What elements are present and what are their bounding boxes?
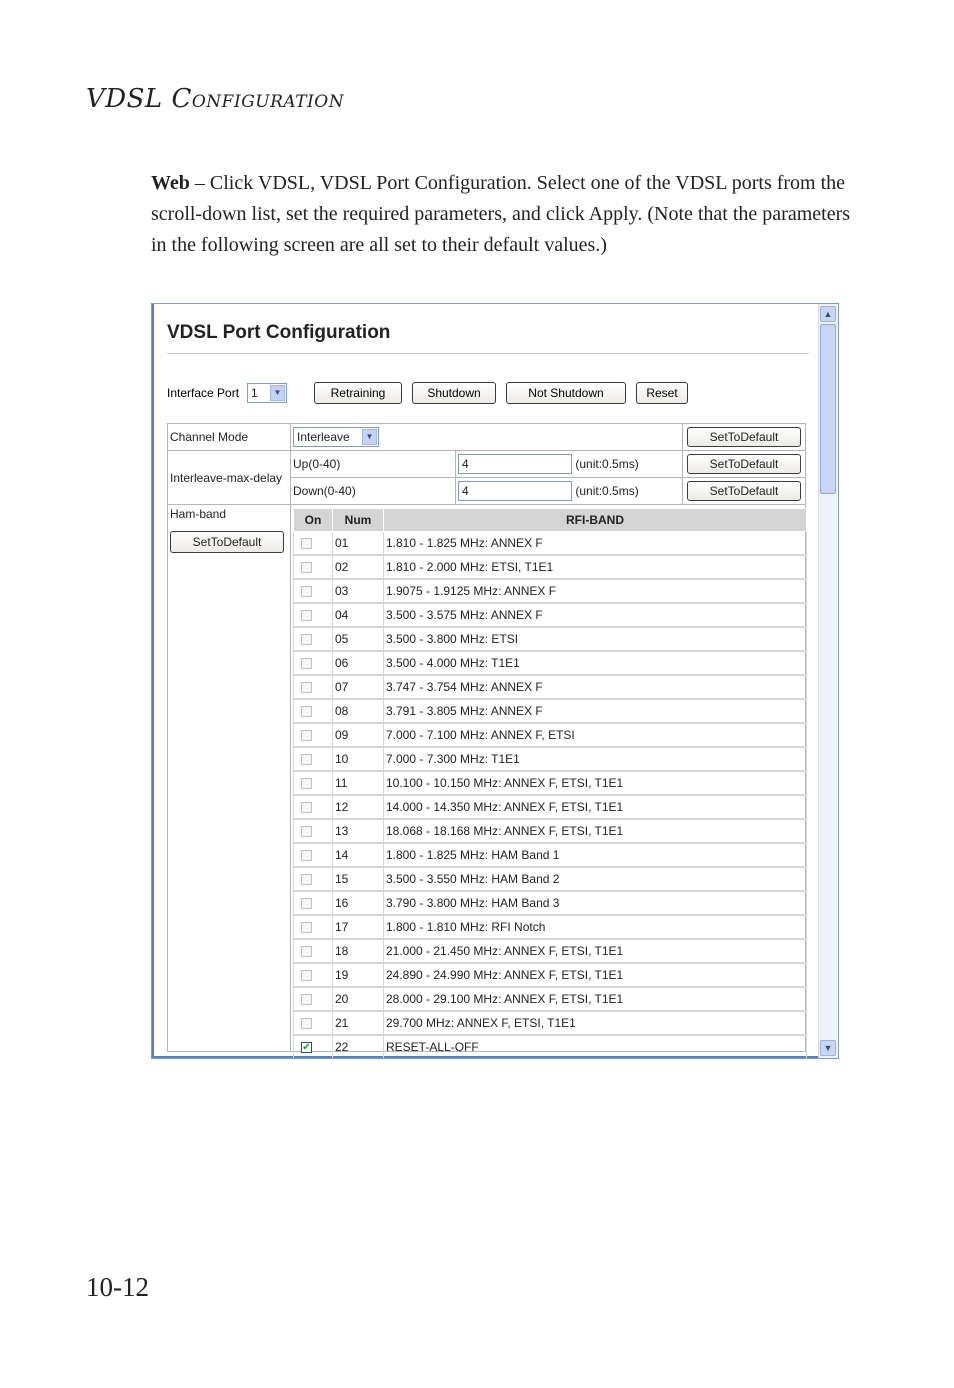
- band-num: 01: [333, 532, 384, 556]
- up-set-default-button[interactable]: SetToDefault: [687, 454, 801, 474]
- up-input-cell: [456, 451, 683, 478]
- table-row: [294, 795, 807, 819]
- band-num: 05: [333, 627, 384, 651]
- header-num: Num: [333, 509, 384, 532]
- table-row: [294, 867, 807, 891]
- channel-mode-set-default-button[interactable]: SetToDefault: [687, 427, 801, 447]
- table-row: [294, 579, 807, 603]
- band-on-cell: [294, 1035, 333, 1059]
- band-on-cell: [294, 1011, 333, 1035]
- ham-band-set-default-button[interactable]: SetToDefault: [170, 531, 284, 553]
- running-header-c: C: [171, 84, 192, 114]
- down-default-cell: [683, 478, 806, 505]
- band-on-cell: [294, 771, 333, 795]
- running-header: [86, 84, 344, 114]
- table-row: [294, 939, 807, 963]
- band-range: 7.000 - 7.300 MHz: T1E1: [384, 747, 807, 771]
- channel-mode-label: Channel Mode: [168, 424, 291, 451]
- interleave-up-row: [168, 451, 806, 478]
- band-range: 21.000 - 21.450 MHz: ANNEX F, ETSI, T1E1: [384, 939, 807, 963]
- channel-mode-select[interactable]: [293, 427, 379, 447]
- band-checkbox[interactable]: [301, 562, 312, 573]
- band-range: 1.810 - 2.000 MHz: ETSI, T1E1: [384, 555, 807, 579]
- band-checkbox[interactable]: [301, 682, 312, 693]
- band-num: 19: [333, 963, 384, 987]
- band-range: 1.810 - 1.825 MHz: ANNEX F: [384, 532, 807, 556]
- interleave-label: Interleave-max-delay: [168, 451, 291, 505]
- band-checkbox[interactable]: [301, 754, 312, 765]
- scroll-up-icon[interactable]: ▲: [820, 306, 836, 322]
- band-checkbox[interactable]: [301, 778, 312, 789]
- band-on-cell: [294, 867, 333, 891]
- table-row: [294, 555, 807, 579]
- band-range: 14.000 - 14.350 MHz: ANNEX F, ETSI, T1E1: [384, 795, 807, 819]
- band-num: 22: [333, 1035, 384, 1059]
- channel-mode-value: Interleave: [297, 430, 350, 444]
- shutdown-button[interactable]: Shutdown: [412, 382, 496, 404]
- ham-band-rows: [294, 532, 807, 1060]
- title-divider: [167, 353, 809, 354]
- band-on-cell: [294, 939, 333, 963]
- band-on-cell: [294, 651, 333, 675]
- band-range: 10.100 - 10.150 MHz: ANNEX F, ETSI, T1E1: [384, 771, 807, 795]
- interface-port-select[interactable]: [247, 383, 287, 403]
- down-input[interactable]: 4: [458, 481, 572, 501]
- band-checkbox[interactable]: [301, 802, 312, 813]
- band-range: 28.000 - 29.100 MHz: ANNEX F, ETSI, T1E1: [384, 987, 807, 1011]
- band-on-cell: [294, 532, 333, 556]
- channel-mode-default-cell: [683, 424, 806, 451]
- ham-band-table: [293, 508, 807, 1059]
- band-range: 1.9075 - 1.9125 MHz: ANNEX F: [384, 579, 807, 603]
- band-range: 3.500 - 3.550 MHz: HAM Band 2: [384, 867, 807, 891]
- band-checkbox[interactable]: [301, 658, 312, 669]
- table-row: [294, 747, 807, 771]
- band-num: 02: [333, 555, 384, 579]
- band-num: 06: [333, 651, 384, 675]
- band-on-cell: [294, 555, 333, 579]
- band-num: 13: [333, 819, 384, 843]
- band-checkbox[interactable]: [301, 994, 312, 1005]
- band-num: 20: [333, 987, 384, 1011]
- band-on-cell: [294, 579, 333, 603]
- down-set-default-button[interactable]: SetToDefault: [687, 481, 801, 501]
- band-range: 3.791 - 3.805 MHz: ANNEX F: [384, 699, 807, 723]
- up-input[interactable]: 4: [458, 454, 572, 474]
- band-on-cell: [294, 699, 333, 723]
- table-row: [294, 771, 807, 795]
- band-range: 3.790 - 3.800 MHz: HAM Band 3: [384, 891, 807, 915]
- band-range: 24.890 - 24.990 MHz: ANNEX F, ETSI, T1E1: [384, 963, 807, 987]
- table-row: [294, 987, 807, 1011]
- band-num: 12: [333, 795, 384, 819]
- table-row: [294, 603, 807, 627]
- table-row: [294, 1035, 807, 1059]
- band-checkbox[interactable]: [301, 706, 312, 717]
- band-on-cell: [294, 675, 333, 699]
- channel-mode-cell: [291, 424, 683, 451]
- table-row: [294, 843, 807, 867]
- band-checkbox[interactable]: [301, 946, 312, 957]
- band-on-cell: [294, 747, 333, 771]
- band-range: 18.068 - 18.168 MHz: ANNEX F, ETSI, T1E1: [384, 819, 807, 843]
- band-on-cell: [294, 819, 333, 843]
- band-range: 3.500 - 4.000 MHz: T1E1: [384, 651, 807, 675]
- band-range: 3.500 - 3.800 MHz: ETSI: [384, 627, 807, 651]
- band-num: 07: [333, 675, 384, 699]
- band-range: 29.700 MHz: ANNEX F, ETSI, T1E1: [384, 1011, 807, 1035]
- band-checkbox[interactable]: [301, 634, 312, 645]
- header-on: On: [294, 509, 333, 532]
- chevron-down-icon[interactable]: ▼: [362, 429, 377, 445]
- band-on-cell: [294, 891, 333, 915]
- band-num: 03: [333, 579, 384, 603]
- chevron-down-icon[interactable]: ▼: [270, 385, 285, 401]
- up-default-cell: [683, 451, 806, 478]
- band-checkbox[interactable]: [301, 922, 312, 933]
- band-on-cell: [294, 987, 333, 1011]
- header-rfi-band: RFI-BAND: [384, 509, 807, 532]
- channel-mode-row: [168, 424, 806, 451]
- up-unit: (unit:0.5ms): [575, 457, 639, 471]
- page-title: VDSL Port Configuration: [167, 322, 391, 343]
- down-input-cell: [456, 478, 683, 505]
- band-num: 18: [333, 939, 384, 963]
- band-on-cell: [294, 915, 333, 939]
- band-on-cell: [294, 603, 333, 627]
- table-row: [294, 723, 807, 747]
- band-num: 16: [333, 891, 384, 915]
- band-checkbox[interactable]: ✔: [302, 1042, 311, 1054]
- page-number: 10-12: [86, 1272, 149, 1302]
- band-on-cell: [294, 723, 333, 747]
- band-range: 3.500 - 3.575 MHz: ANNEX F: [384, 603, 807, 627]
- band-checkbox[interactable]: [301, 874, 312, 885]
- band-checkbox[interactable]: [301, 970, 312, 981]
- band-on-cell: [294, 795, 333, 819]
- band-num: 21: [333, 1011, 384, 1035]
- band-range: 7.000 - 7.100 MHz: ANNEX F, ETSI: [384, 723, 807, 747]
- intro-web-label: Web: [151, 172, 190, 194]
- band-num: 11: [333, 771, 384, 795]
- band-num: 09: [333, 723, 384, 747]
- band-checkbox[interactable]: [301, 538, 312, 549]
- running-header-rest: ONFIGURATION: [191, 92, 345, 112]
- intro-text: – Click VDSL, VDSL Port Configuration. Select one of the VDSL ports from the scroll-down list, set the required parameters, and click Apply. (Note that the parameters in the following screen are all set to their default values.): [151, 172, 851, 256]
- up-label: Up(0-40): [291, 451, 456, 478]
- band-num: 17: [333, 915, 384, 939]
- band-checkbox[interactable]: [301, 826, 312, 837]
- screenshot-frame: [151, 303, 839, 1059]
- band-checkbox[interactable]: [301, 850, 312, 861]
- interface-port-value: 1: [251, 386, 258, 400]
- band-checkbox[interactable]: [301, 610, 312, 621]
- reset-button[interactable]: Reset: [636, 382, 688, 404]
- table-row: [294, 1011, 807, 1035]
- table-row: [294, 627, 807, 651]
- table-row: [294, 963, 807, 987]
- table-row: [294, 699, 807, 723]
- band-range: 1.800 - 1.825 MHz: HAM Band 1: [384, 843, 807, 867]
- band-range: 1.800 - 1.810 MHz: RFI Notch: [384, 915, 807, 939]
- intro-paragraph: [151, 168, 851, 261]
- table-row: [294, 532, 807, 556]
- down-label: Down(0-40): [291, 478, 456, 505]
- table-row: [294, 651, 807, 675]
- not-shutdown-button[interactable]: Not Shutdown: [506, 382, 626, 404]
- interface-port-label: Interface Port: [167, 386, 240, 400]
- table-row: [294, 675, 807, 699]
- band-num: 15: [333, 867, 384, 891]
- down-unit: (unit:0.5ms): [575, 484, 639, 498]
- band-checkbox[interactable]: [301, 1018, 312, 1029]
- band-checkbox[interactable]: [301, 898, 312, 909]
- table-row: [294, 891, 807, 915]
- band-on-cell: [294, 627, 333, 651]
- vertical-scrollbar[interactable]: [818, 304, 838, 1058]
- band-on-cell: [294, 963, 333, 987]
- running-header-vdsl: VDSL: [86, 84, 163, 114]
- band-range: 3.747 - 3.754 MHz: ANNEX F: [384, 675, 807, 699]
- band-num: 10: [333, 747, 384, 771]
- ham-band-label: Ham-band: [170, 507, 227, 521]
- table-row: [294, 819, 807, 843]
- band-num: 04: [333, 603, 384, 627]
- band-num: 08: [333, 699, 384, 723]
- browser-viewport: [152, 304, 818, 1058]
- ham-band-header-row: [294, 509, 807, 532]
- table-row: [294, 915, 807, 939]
- retraining-button[interactable]: Retraining: [314, 382, 402, 404]
- band-num: 14: [333, 843, 384, 867]
- scroll-down-icon[interactable]: ▼: [820, 1040, 836, 1056]
- ham-band-cell: [168, 505, 291, 1052]
- band-checkbox[interactable]: [301, 586, 312, 597]
- band-on-cell: [294, 843, 333, 867]
- scrollbar-thumb[interactable]: [820, 324, 836, 494]
- band-range: RESET-ALL-OFF: [384, 1035, 807, 1059]
- band-checkbox[interactable]: [301, 730, 312, 741]
